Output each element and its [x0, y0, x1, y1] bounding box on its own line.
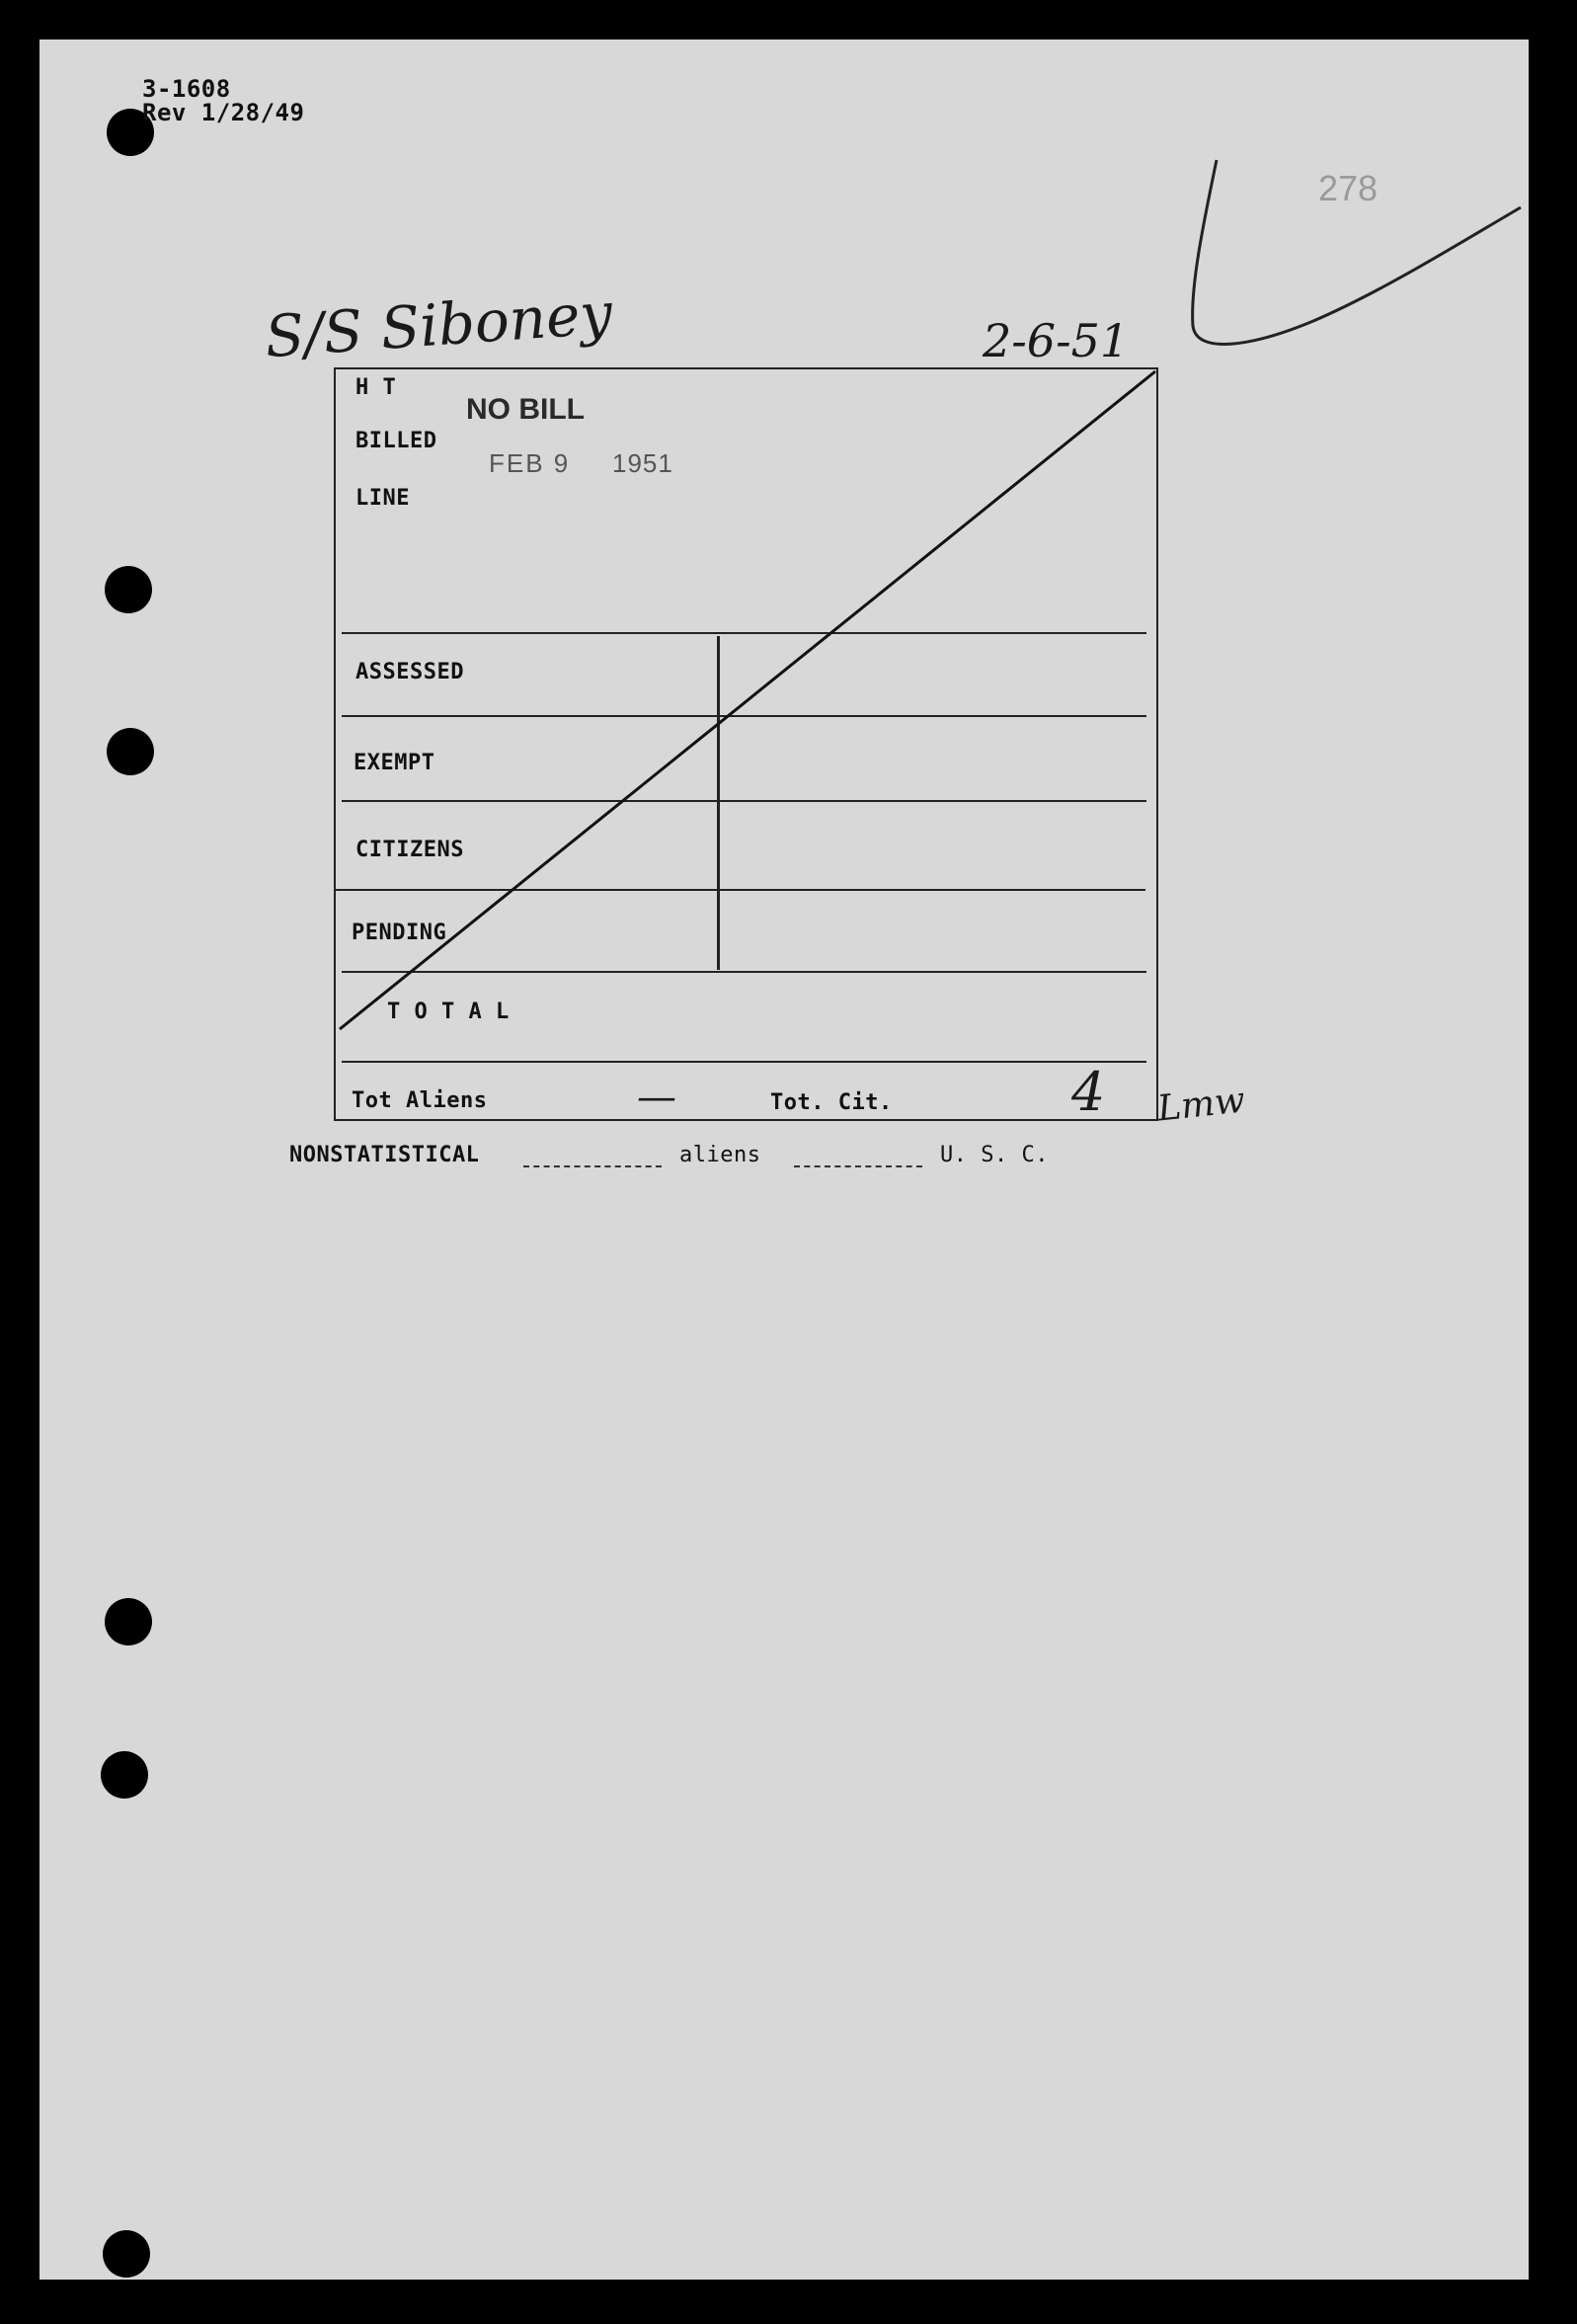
usc-label: U. S. C. — [940, 1143, 1049, 1167]
punch-hole — [105, 566, 152, 613]
manifest-form — [334, 367, 1158, 1121]
tot-aliens-value: — — [637, 1075, 676, 1120]
row-assessed: ASSESSED — [355, 660, 464, 684]
form-revision: Rev 1/28/49 — [142, 99, 305, 126]
page-number: 278 — [1318, 168, 1379, 208]
stamp-date: FEB 9 — [489, 448, 571, 478]
tot-cit-value: 4 — [1071, 1061, 1106, 1123]
blank-line — [523, 1165, 662, 1167]
punch-hole — [103, 2230, 150, 2278]
tot-cit-label: Tot. Cit. — [770, 1090, 893, 1115]
blank-line — [794, 1165, 922, 1167]
punch-hole — [101, 1751, 148, 1799]
total-label: T O T A L — [387, 1000, 510, 1024]
row-citizens: CITIZENS — [355, 838, 464, 862]
document-sheet — [39, 40, 1529, 2280]
clerk-initials: Lmw — [1155, 1080, 1247, 1130]
vessel-name: S/S Siboney — [263, 279, 615, 371]
label-billed: BILLED — [355, 429, 437, 453]
diagonal-cancel-line — [336, 369, 1156, 1119]
punch-hole — [105, 1598, 152, 1645]
row-exempt: EXEMPT — [354, 751, 435, 775]
tot-aliens-label: Tot Aliens — [352, 1088, 488, 1113]
punch-hole — [107, 728, 154, 775]
stamp-year: 1951 — [612, 448, 673, 478]
label-ht: H T — [355, 375, 397, 400]
voyage-date: 2-6-51 — [983, 314, 1130, 367]
label-line: LINE — [355, 486, 410, 511]
nonstatistical-label: NONSTATISTICAL — [289, 1143, 480, 1167]
form-number: 3-1608 — [142, 75, 231, 103]
stamp-no-bill: NO BILL — [466, 393, 585, 426]
row-pending: PENDING — [352, 921, 447, 945]
aliens-label: aliens — [679, 1143, 761, 1167]
